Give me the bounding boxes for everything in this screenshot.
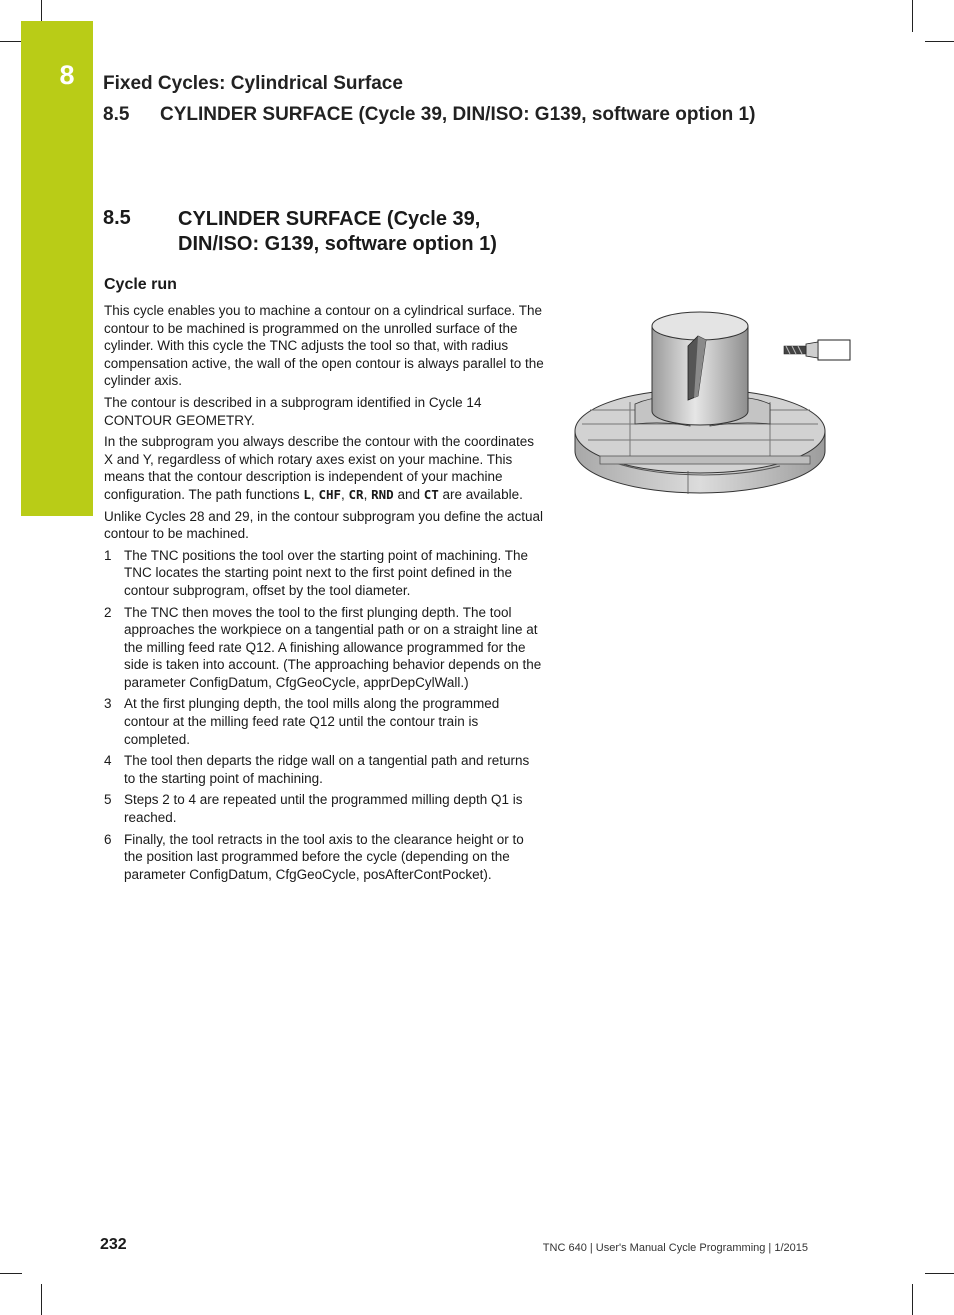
crop-mark (41, 0, 42, 22)
list-item (104, 604, 544, 692)
separator: , (341, 486, 349, 502)
separator: , (310, 486, 319, 502)
body-text (104, 302, 544, 887)
path-function-chf: CHF (318, 486, 342, 502)
subheading-cycle-run: Cycle run (104, 276, 177, 293)
step-text: Steps 2 to 4 are repeated until the programmed milling depth Q1 is reached. (124, 792, 523, 826)
running-header-section (103, 104, 755, 126)
path-function-l: L (303, 486, 311, 502)
path-function-rnd: RND (371, 486, 394, 502)
list-item (104, 791, 544, 826)
running-header-section-number: 8.5 (103, 104, 130, 125)
running-header-section-title: CYLINDER SURFACE (Cycle 39, DIN/ISO: G139, software option 1) (160, 104, 756, 125)
list-item (104, 752, 544, 787)
step-number: 2 (104, 604, 112, 620)
section-title-line2: DIN/ISO: G139, software option 1) (178, 233, 497, 255)
cycle-steps-list (104, 547, 544, 884)
step-number: 3 (104, 696, 112, 712)
section-number: 8.5 (103, 207, 131, 229)
step-text: The TNC positions the tool over the starting point of machining. The TNC locates the starting point next to the first point defined in the contour subprogram, offset by the tool diameter. (124, 547, 528, 598)
crop-mark (925, 1273, 954, 1274)
crop-mark (0, 1273, 22, 1274)
running-header-title: Fixed Cycles: Cylindrical Surface (103, 73, 403, 94)
paragraph-4: Unlike Cycles 28 and 29, in the contour subprogram you define the actual contour to be machined. (104, 508, 544, 542)
list-item (104, 831, 544, 884)
paragraph-2: The contour is described in a subprogram identified in Cycle 14 CONTOUR GEOMETRY. (104, 394, 482, 428)
cylinder-illustration (570, 306, 860, 506)
chapter-number: 8 (59, 60, 75, 90)
chapter-sidebar (21, 21, 93, 516)
step-number: 6 (104, 831, 112, 847)
step-number: 5 (104, 792, 112, 808)
step-text: At the first plunging depth, the tool mills along the programmed contour at the milling feed rate Q12 until the contour train is completed. (124, 696, 500, 747)
step-number: 1 (104, 547, 112, 563)
list-item (104, 547, 544, 600)
path-function-cr: CR (348, 486, 364, 502)
paragraph-1: This cycle enables you to machine a contour on a cylindrical surface. The contour to be machined is programmed on the unrolled surface of the cylinder. With this cycle the TNC adjusts the tool so that, with radius compensation active, the wall of the open contour is always parallel to the cylinder axis. (104, 303, 544, 389)
section-title (178, 207, 497, 257)
step-text: The tool then departs the ridge wall on a tangential path and returns to the starting point of machining. (124, 753, 530, 786)
crop-mark (912, 1284, 913, 1315)
separator: , (363, 486, 372, 502)
step-text: Finally, the tool retracts in the tool axis to the clearance height or to the position last programmed before the cycle (depending on the parameter ConfigDatum, CfgGeoCycle, posAfterContPocket). (124, 831, 524, 882)
list-item (104, 695, 544, 748)
footer-text: TNC 640 | User's Manual Cycle Programming | 1/2015 (542, 1242, 808, 1254)
step-text: The TNC then moves the tool to the first plunging depth. The tool approaches the workpiece on a tangential path or on a straight line at the milling feed rate Q12. A finishing allowance programmed for the side is taken into account. (The approaching behavior depends on the parameter ConfigDatum, CfgGeoCycle, apprDepCylWall.) (124, 604, 542, 690)
path-function-ct: CT (423, 486, 439, 502)
crop-mark (0, 41, 22, 42)
step-number: 4 (104, 753, 112, 769)
crop-mark (925, 41, 954, 42)
crop-mark (41, 1284, 42, 1315)
paragraph-3-end: are available. (438, 486, 523, 502)
paragraph-3-intro: In the subprogram you always describe the contour with the coordinates X and Y, regardless of which rotary axes exist on your machine. This means that the contour description is independent of your machine configuration. The path functions (104, 434, 534, 502)
paragraph-3 (104, 433, 544, 503)
page-number: 232 (100, 1236, 127, 1253)
section-title-line1: CYLINDER SURFACE (Cycle 39, (178, 208, 481, 230)
crop-mark (912, 0, 913, 32)
and-word: and (393, 486, 424, 502)
